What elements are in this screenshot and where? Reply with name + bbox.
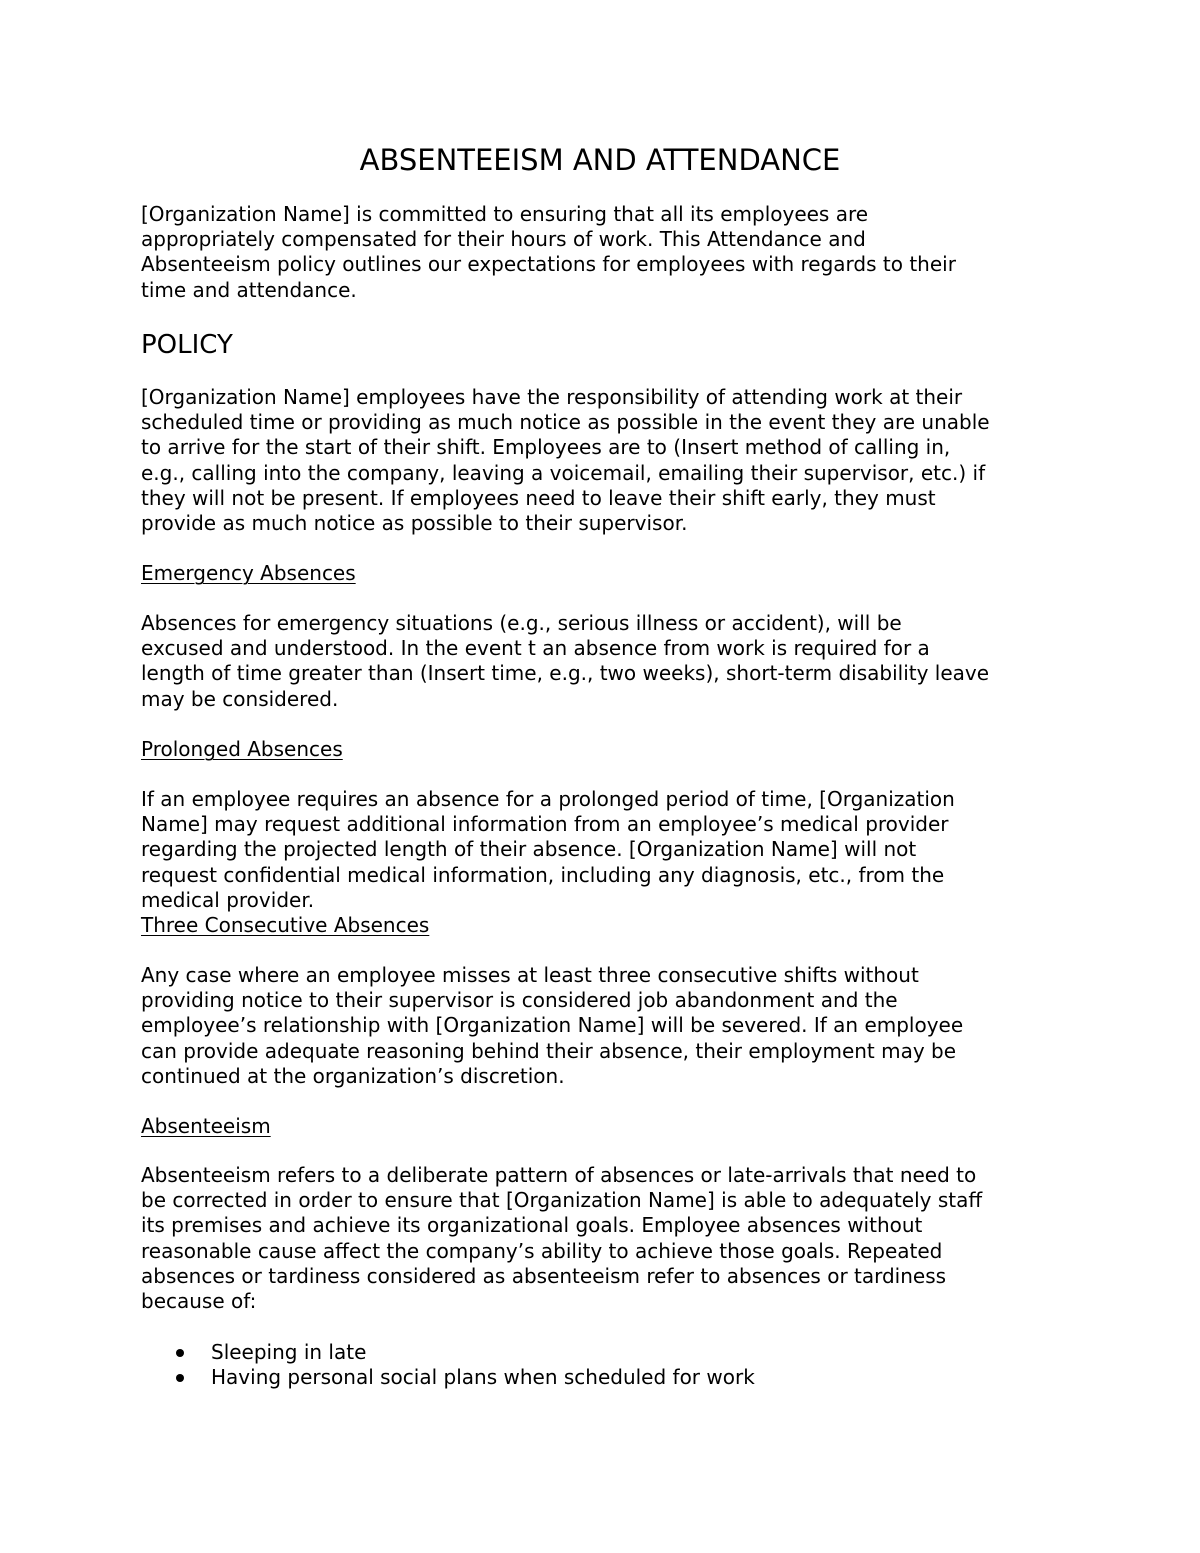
policy-line: provide as much notice as possible to their supervisor. — [141, 511, 688, 536]
intro-line: Absenteeism policy outlines our expectations for employees with regards to their — [141, 252, 956, 277]
emergency-absences-heading: Emergency Absences — [141, 561, 356, 585]
prolonged-line: If an employee requires an absence for a prolonged period of time, [Organization — [141, 787, 955, 811]
absenteeism-paragraph — [141, 1163, 1071, 1314]
policy-line: scheduled time or providing as much notice as possible in the event they are unable — [141, 410, 990, 435]
absenteeism-line: because of: — [141, 1289, 257, 1314]
list-item-text: Sleeping in late — [211, 1340, 367, 1364]
intro-line: appropriately compensated for their hours of work. This Attendance and — [141, 227, 866, 252]
prolonged-line: Name] may request additional information from an employee’s medical provider — [141, 812, 949, 837]
consecutive-line: continued at the organization’s discretion. — [141, 1063, 565, 1088]
policy-line: [Organization Name] employees have the responsibility of attending work at their — [141, 385, 963, 409]
prolonged-line: regarding the projected length of their absence. [Organization Name] will not — [141, 837, 917, 862]
emergency-line: Absences for emergency situations (e.g., serious illness or accident), will be — [141, 611, 902, 635]
document-title: ABSENTEEISM AND ATTENDANCE — [359, 143, 841, 177]
prolonged-line: medical provider. — [141, 887, 315, 912]
absenteeism-heading: Absenteeism — [141, 1114, 271, 1138]
emergency-line: may be considered. — [141, 686, 339, 711]
absenteeism-bullet-list — [141, 1340, 1071, 1390]
prolonged-absences-heading: Prolonged Absences — [141, 737, 343, 761]
consecutive-line: can provide adequate reasoning behind their absence, their employment may be — [141, 1038, 957, 1063]
intro-paragraph — [141, 202, 1071, 303]
consecutive-paragraph — [141, 963, 1071, 1089]
policy-heading: POLICY — [141, 330, 233, 360]
bullet-icon — [176, 1349, 184, 1357]
consecutive-line: providing notice to their supervisor is considered job abandonment and the — [141, 988, 898, 1013]
absenteeism-line: be corrected in order to ensure that [Organization Name] is able to adequately staff — [141, 1188, 983, 1213]
emergency-line: excused and understood. In the event t an absence from work is required for a — [141, 636, 930, 661]
bullet-icon — [176, 1374, 184, 1382]
prolonged-line: request confidential medical information, including any diagnosis, etc., from the — [141, 862, 945, 887]
emergency-line: length of time greater than (Insert time, e.g., two weeks), short-term disability leave — [141, 661, 990, 686]
three-consecutive-absences-heading: Three Consecutive Absences — [141, 913, 430, 937]
policy-line: they will not be present. If employees need to leave their shift early, they must — [141, 485, 936, 510]
emergency-paragraph — [141, 611, 1071, 712]
intro-line: [Organization Name] is committed to ensuring that all its employees are — [141, 202, 869, 226]
policy-line: to arrive for the start of their shift. Employees are to (Insert method of calling in, — [141, 435, 951, 460]
prolonged-paragraph — [141, 787, 1071, 913]
consecutive-line: employee’s relationship with [Organization Name] will be severed. If an employee — [141, 1013, 964, 1038]
list-item — [141, 1340, 1071, 1365]
list-item — [141, 1365, 1071, 1390]
list-item-text: Having personal social plans when scheduled for work — [211, 1365, 755, 1390]
consecutive-line: Any case where an employee misses at least three consecutive shifts without — [141, 963, 919, 987]
absenteeism-line: Absenteeism refers to a deliberate pattern of absences or late-arrivals that need to — [141, 1163, 977, 1187]
absenteeism-line: its premises and achieve its organizational goals. Employee absences without — [141, 1213, 923, 1238]
intro-line: time and attendance. — [141, 277, 357, 302]
absenteeism-line: absences or tardiness considered as absenteeism refer to absences or tardiness — [141, 1263, 947, 1288]
absenteeism-line: reasonable cause affect the company’s ability to achieve those goals. Repeated — [141, 1238, 943, 1263]
policy-paragraph — [141, 385, 1071, 536]
policy-line: e.g., calling into the company, leaving a voicemail, emailing their supervisor, etc.) if — [141, 460, 986, 485]
